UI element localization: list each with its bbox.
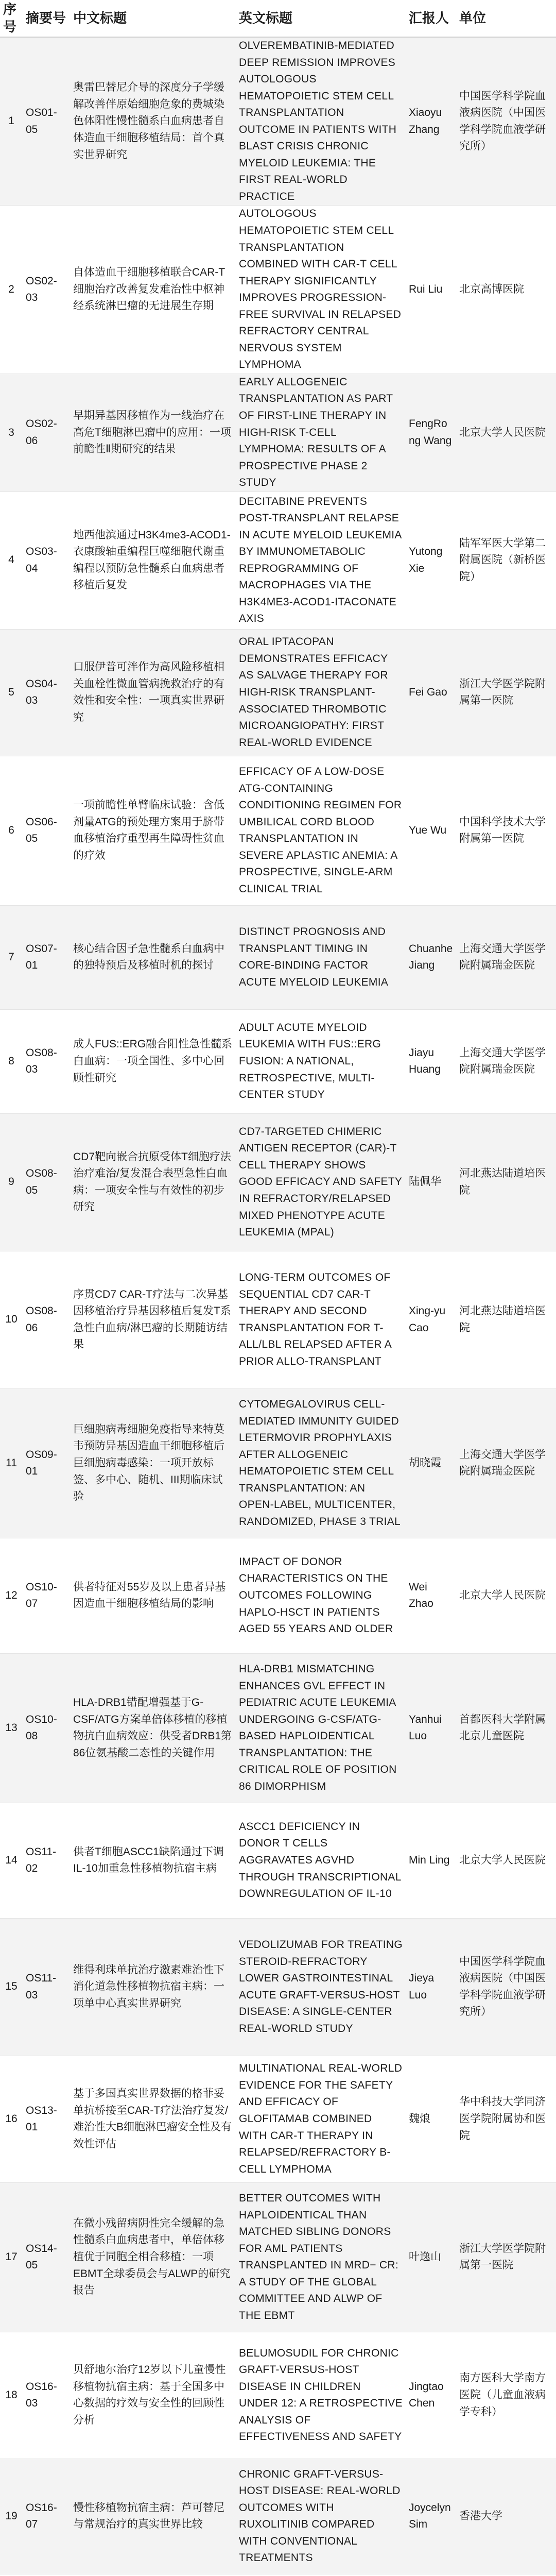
table-row [0, 2056, 556, 2182]
cell-title-cn: 贝舒地尔治疗12岁以下儿童慢性移植物抗宿主病：基于全国多中心数据的疗效与安全性的回顾性分析 [70, 2332, 236, 2459]
cell-unit: 北京大学人民医院 [456, 374, 556, 492]
cell-index: 9 [0, 1113, 23, 1251]
cell-title-en: CYTOMEGALOVIRUS CELL-MEDIATED IMMUNITY GUIDED LETERMOVIR PROPHYLAXIS AFTER ALLOGENEIC HEMATOPOIETIC STEM CELL TRANSPLANTATION: AN OPEN-LABEL, MULTICENTER, RANDOMIZED, PHASE 3 TRIAL [236, 1388, 406, 1538]
cell-abstract-id: OS13-01 [23, 2056, 70, 2182]
table-row [0, 1538, 556, 1653]
cell-reporter: 胡晓霞 [406, 1388, 456, 1538]
cell-index: 2 [0, 206, 23, 374]
cell-index: 16 [0, 2056, 23, 2182]
header-unit: 单位 [456, 0, 556, 37]
cell-title-en: EFFICACY OF A LOW-DOSE ATG-CONTAINING CONDITIONING REGIMEN FOR UMBILICAL CORD BLOOD TRANSPLANTATION IN SEVERE APLASTIC ANEMIA: A PROSPECTIVE, SINGLE-ARM CLINICAL TRIAL [236, 756, 406, 905]
cell-unit: 北京大学人民医院 [456, 1538, 556, 1653]
table-row [0, 629, 556, 756]
cell-unit: 中国医学科学院血液病医院（中国医学科学院血液学研究所） [456, 37, 556, 206]
cell-index: 4 [0, 492, 23, 629]
cell-title-en: BELUMOSUDIL FOR CHRONIC GRAFT-VERSUS-HOST DISEASE IN CHILDREN UNDER 12: A RETROSPECTIVE ANALYSIS OF EFFECTIVENESS AND SAFETY [236, 2332, 406, 2459]
cell-title-en: VEDOLIZUMAB FOR TREATING STEROID-REFRACTORY LOWER GASTROINTESTINAL ACUTE GRAFT-VERSUS-HOST DISEASE: A SINGLE-CENTER REAL-WORLD STUDY [236, 1918, 406, 2056]
cell-index: 19 [0, 2459, 23, 2574]
table-row [0, 2459, 556, 2574]
cell-reporter: Wei Zhao [406, 1538, 456, 1653]
table-row [0, 1653, 556, 1803]
cell-abstract-id: OS14-05 [23, 2182, 70, 2332]
cell-index: 11 [0, 1388, 23, 1538]
table-row [0, 1918, 556, 2056]
cell-index: 8 [0, 1009, 23, 1113]
cell-abstract-id: OS09-01 [23, 1388, 70, 1538]
cell-index: 3 [0, 374, 23, 492]
cell-abstract-id: OS10-08 [23, 1653, 70, 1803]
table-row [0, 206, 556, 374]
cell-reporter [406, 2574, 456, 2576]
cell-abstract-id: OS02-03 [23, 206, 70, 374]
cell-reporter: Jieya Luo [406, 1918, 456, 2056]
cell-title-en [236, 2574, 406, 2576]
header-row [0, 0, 556, 37]
cell-title-en: AUTOLOGOUS HEMATOPOIETIC STEM CELL TRANSPLANTATION COMBINED WITH CAR-T CELL THERAPY SIGNIFICANTLY IMPROVES PROGRESSION-FREE SURVIVAL IN RELAPSED REFRACTORY CENTRAL NERVOUS SYSTEM LYMPHOMA [236, 206, 406, 374]
cell-title-cn: 供者T细胞ASCC1缺陷通过下调IL-10加重急性移植物抗宿主病 [70, 1803, 236, 1918]
cell-title-cn: 奥雷巴替尼介导的深度分子学缓解改善伴原始细胞危象的费城染色体阳性慢性髓系白血病患者自体造血干细胞移植结局：首个真实世界研究 [70, 37, 236, 206]
cell-abstract-id: OS10-07 [23, 1538, 70, 1653]
cell-title-cn [70, 2574, 236, 2576]
cell-title-en: OLVEREMBATINIB-MEDIATED DEEP REMISSION IMPROVES AUTOLOGOUS HEMATOPOIETIC STEM CELL TRANSPLANTATION OUTCOME IN PATIENTS WITH BLAST CRISIS CHRONIC MYELOID LEUKEMIA: THE FIRST REAL-WORLD PRACTICE [236, 37, 406, 206]
header-reporter: 汇报人 [406, 0, 456, 37]
table-row [0, 1251, 556, 1388]
cell-title-en: HLA-DRB1 MISMATCHING ENHANCES GVL EFFECT IN PEDIATRIC ACUTE LEUKEMIA UNDERGOING G-CSF/ATG-BASED HAPLOIDENTICAL TRANSPLANTATION: THE CRITICAL ROLE OF POSITION 86 DIMORPHISM [236, 1653, 406, 1803]
cell-title-cn: 在微小残留病阴性完全缓解的急性髓系白血病患者中，单倍体移植优于同胞全相合移植：一项EBMT全球委员会与ALWP的研究报告 [70, 2182, 236, 2332]
cell-unit [456, 2574, 556, 2576]
cell-unit: 华中科技大学同济医学院附属协和医院 [456, 2056, 556, 2182]
cell-reporter: Jiayu Huang [406, 1009, 456, 1113]
cell-title-en: ADULT ACUTE MYELOID LEUKEMIA WITH FUS::ERG FUSION: A NATIONAL, RETROSPECTIVE, MULTI-CENTER STUDY [236, 1009, 406, 1113]
cell-abstract-id: OS08-06 [23, 1251, 70, 1388]
cell-unit: 中国科学技术大学附属第一医院 [456, 756, 556, 905]
cell-reporter: Min Ling [406, 1803, 456, 1918]
cell-index: 15 [0, 1918, 23, 2056]
cell-title-en: CD7-TARGETED CHIMERIC ANTIGEN RECEPTOR (CAR)-T CELL THERAPY SHOWS GOOD EFFICACY AND SAFETY IN REFRACTORY/RELAPSED MIXED PHENOTYPE ACUTE LEUKEMIA (MPAL) [236, 1113, 406, 1251]
cell-abstract-id: OS02-06 [23, 374, 70, 492]
table-row [0, 1388, 556, 1538]
cell-title-cn: 成人FUS::ERG融合阳性急性髓系白血病：一项全国性、多中心回顾性研究 [70, 1009, 236, 1113]
cell-title-cn: 慢性移植物抗宿主病：芦可替尼与常规治疗的真实世界比较 [70, 2459, 236, 2574]
table-row [0, 492, 556, 629]
cell-unit: 南方医科大学南方医院（儿童血液病学专科） [456, 2332, 556, 2459]
table-row [0, 2182, 556, 2332]
cell-index: 5 [0, 629, 23, 756]
cell-unit: 首都医科大学附属北京儿童医院 [456, 1653, 556, 1803]
cell-title-cn: 供者特征对55岁及以上患者异基因造血干细胞移植结局的影响 [70, 1538, 236, 1653]
table-row [0, 1803, 556, 1918]
cell-title-en: EARLY ALLOGENEIC TRANSPLANTATION AS PART OF FIRST-LINE THERAPY IN HIGH-RISK T-CELL LYMPHOMA: RESULTS OF A PROSPECTIVE PHASE 2 STUDY [236, 374, 406, 492]
cell-title-en: IMPACT OF DONOR CHARACTERISTICS ON THE OUTCOMES FOLLOWING HAPLO-HSCT IN PATIENTS AGED 55 YEARS AND OLDER [236, 1538, 406, 1653]
cell-unit: 上海交通大学医学院附属瑞金医院 [456, 1009, 556, 1113]
cell-abstract-id [23, 2574, 70, 2576]
cell-title-cn: 口服伊普可泮作为高风险移植相关血栓性微血管病挽救治疗的有效性和安全性：一项真实世界研究 [70, 629, 236, 756]
cell-unit: 北京高博医院 [456, 206, 556, 374]
cell-title-en: DISTINCT PROGNOSIS AND TRANSPLANT TIMING IN CORE-BINDING FACTOR ACUTE MYELOID LEUKEMIA [236, 905, 406, 1009]
cell-title-en: CHRONIC GRAFT-VERSUS-HOST DISEASE: REAL-WORLD OUTCOMES WITH RUXOLITINIB COMPARED WITH CONVENTIONAL TREATMENTS [236, 2459, 406, 2574]
cell-index: 1 [0, 37, 23, 206]
header-abstract-id: 摘要号 [23, 0, 70, 37]
cell-title-en: LONG-TERM OUTCOMES OF SEQUENTIAL CD7 CAR-T THERAPY AND SECOND TRANSPLANTATION FOR T-ALL/LBL RELAPSED AFTER A PRIOR ALLO-TRANSPLANT [236, 1251, 406, 1388]
cell-title-cn: 巨细胞病毒细胞免疫指导来特莫韦预防异基因造血干细胞移植后巨细胞病毒感染：一项开放标签、多中心、随机、III期临床试验 [70, 1388, 236, 1538]
cell-unit: 陆军军医大学第二附属医院（新桥医院） [456, 492, 556, 629]
cell-reporter: Chuanhe Jiang [406, 905, 456, 1009]
cell-title-en: ORAL IPTACOPAN DEMONSTRATES EFFICACY AS SALVAGE THERAPY FOR HIGH-RISK TRANSPLANT-ASSOCIATED THROMBOTIC MICROANGIOPATHY: FIRST REAL-WORLD EVIDENCE [236, 629, 406, 756]
cell-abstract-id: OS08-05 [23, 1113, 70, 1251]
cell-unit: 河北燕达陆道培医院 [456, 1251, 556, 1388]
cell-reporter: 魏烺 [406, 2056, 456, 2182]
cell-reporter: Joycelyn Sim [406, 2459, 456, 2574]
cell-title-cn: CD7靶向嵌合抗原受体T细胞疗法治疗难治/复发混合表型急性白血病：一项安全性与有效性的初步研究 [70, 1113, 236, 1251]
cell-index: 12 [0, 1538, 23, 1653]
cell-title-cn: HLA-DRB1错配增强基于G-CSF/ATG方案单倍体移植的移植物抗白血病效应：供受者DRB1第86位氨基酸二态性的关键作用 [70, 1653, 236, 1803]
cell-abstract-id: OS04-03 [23, 629, 70, 756]
cell-reporter: 叶逸山 [406, 2182, 456, 2332]
header-title-en: 英文标题 [236, 0, 406, 37]
table-row [0, 374, 556, 492]
cell-reporter: Yutong Xie [406, 492, 456, 629]
table-row [0, 1113, 556, 1251]
cell-abstract-id: OS07-01 [23, 905, 70, 1009]
cell-abstract-id: OS16-03 [23, 2332, 70, 2459]
cell-reporter: Xiaoyu Zhang [406, 37, 456, 206]
cell-abstract-id: OS01-05 [23, 37, 70, 206]
table-row [0, 905, 556, 1009]
cell-abstract-id: OS16-07 [23, 2459, 70, 2574]
cell-unit: 浙江大学医学院附属第一医院 [456, 629, 556, 756]
cell-reporter: 陆佩华 [406, 1113, 456, 1251]
cell-index: 7 [0, 905, 23, 1009]
cell-unit: 上海交通大学医学院附属瑞金医院 [456, 905, 556, 1009]
cell-title-cn: 基于多国真实世界数据的格菲妥单抗桥接至CAR-T疗法治疗复发/难治性大B细胞淋巴瘤安全性及有效性评估 [70, 2056, 236, 2182]
cell-title-en: DECITABINE PREVENTS POST-TRANSPLANT RELAPSE IN ACUTE MYELOID LEUKEMIA BY IMMUNOMETABOLIC REPROGRAMMING OF MACROPHAGES VIA THE H3K4ME3-ACOD1-ITACONATE AXIS [236, 492, 406, 629]
cell-reporter: Yue Wu [406, 756, 456, 905]
cell-reporter: Yanhui Luo [406, 1653, 456, 1803]
header-title-cn: 中文标题 [70, 0, 236, 37]
cell-unit: 浙江大学医学院附属第一医院 [456, 2182, 556, 2332]
cell-index: 18 [0, 2332, 23, 2459]
cell-title-cn: 序贯CD7 CAR-T疗法与二次异基因移植治疗异基因移植后复发T系急性白血病/淋巴瘤的长期随访结果 [70, 1251, 236, 1388]
cell-title-en: BETTER OUTCOMES WITH HAPLOIDENTICAL THAN MATCHED SIBLING DONORS FOR AML PATIENTS TRANSPLANTED IN MRD− CR: A STUDY OF THE GLOBAL COMMITTEE AND ALWP OF THE EBMT [236, 2182, 406, 2332]
cell-abstract-id: OS11-02 [23, 1803, 70, 1918]
cell-reporter: Xing-yu Cao [406, 1251, 456, 1388]
cell-title-en: ASCC1 DEFICIENCY IN DONOR T CELLS AGGRAVATES AGVHD THROUGH TRANSCRIPTIONAL DOWNREGULATION OF IL-10 [236, 1803, 406, 1918]
cell-index: 17 [0, 2182, 23, 2332]
cell-index: 13 [0, 1653, 23, 1803]
cell-reporter: Jingtao Chen [406, 2332, 456, 2459]
table-row [0, 2574, 556, 2576]
cell-index: 6 [0, 756, 23, 905]
cell-title-cn: 地西他滨通过H3K4me3-ACOD1-衣康酸轴重编程巨噬细胞代谢重编程以预防急性髓系白血病患者移植后复发 [70, 492, 236, 629]
cell-reporter: FengRong Wang [406, 374, 456, 492]
cell-abstract-id: OS11-03 [23, 1918, 70, 2056]
cell-index [0, 2574, 23, 2576]
cell-reporter: Fei Gao [406, 629, 456, 756]
cell-index: 10 [0, 1251, 23, 1388]
cell-title-cn: 一项前瞻性单臂临床试验：含低剂量ATG的预处理方案用于脐带血移植治疗重型再生障碍性贫血的疗效 [70, 756, 236, 905]
cell-title-cn: 早期异基因移植作为一线治疗在高危T细胞淋巴瘤中的应用：一项前瞻性Ⅱ期研究的结果 [70, 374, 236, 492]
cell-title-en: MULTINATIONAL REAL-WORLD EVIDENCE FOR THE SAFETY AND EFFICACY OF GLOFITAMAB COMBINED WITH CAR-T THERAPY IN RELAPSED/REFRACTORY B-CELL LYMPHOMA [236, 2056, 406, 2182]
table-body [0, 37, 556, 2576]
cell-index: 14 [0, 1803, 23, 1918]
cell-title-cn: 维得利珠单抗治疗激素难治性下消化道急性移植物抗宿主病：一项单中心真实世界研究 [70, 1918, 236, 2056]
cell-unit: 香港大学 [456, 2459, 556, 2574]
table-row [0, 2332, 556, 2459]
cell-abstract-id: OS03-04 [23, 492, 70, 629]
table-row [0, 37, 556, 206]
cell-title-cn: 核心结合因子急性髓系白血病中的独特预后及移植时机的探讨 [70, 905, 236, 1009]
cell-unit: 中国医学科学院血液病医院（中国医学科学院血液学研究所） [456, 1918, 556, 2056]
cell-unit: 河北燕达陆道培医院 [456, 1113, 556, 1251]
table-row [0, 1009, 556, 1113]
header-index: 序号 [0, 0, 23, 37]
cell-unit: 上海交通大学医学院附属瑞金医院 [456, 1388, 556, 1538]
table-header [0, 0, 556, 37]
table-row [0, 756, 556, 905]
cell-reporter: Rui Liu [406, 206, 456, 374]
cell-title-cn: 自体造血干细胞移植联合CAR-T细胞治疗改善复发难治性中枢神经系统淋巴瘤的无进展生存期 [70, 206, 236, 374]
cell-abstract-id: OS06-05 [23, 756, 70, 905]
cell-unit: 北京大学人民医院 [456, 1803, 556, 1918]
cell-abstract-id: OS08-03 [23, 1009, 70, 1113]
